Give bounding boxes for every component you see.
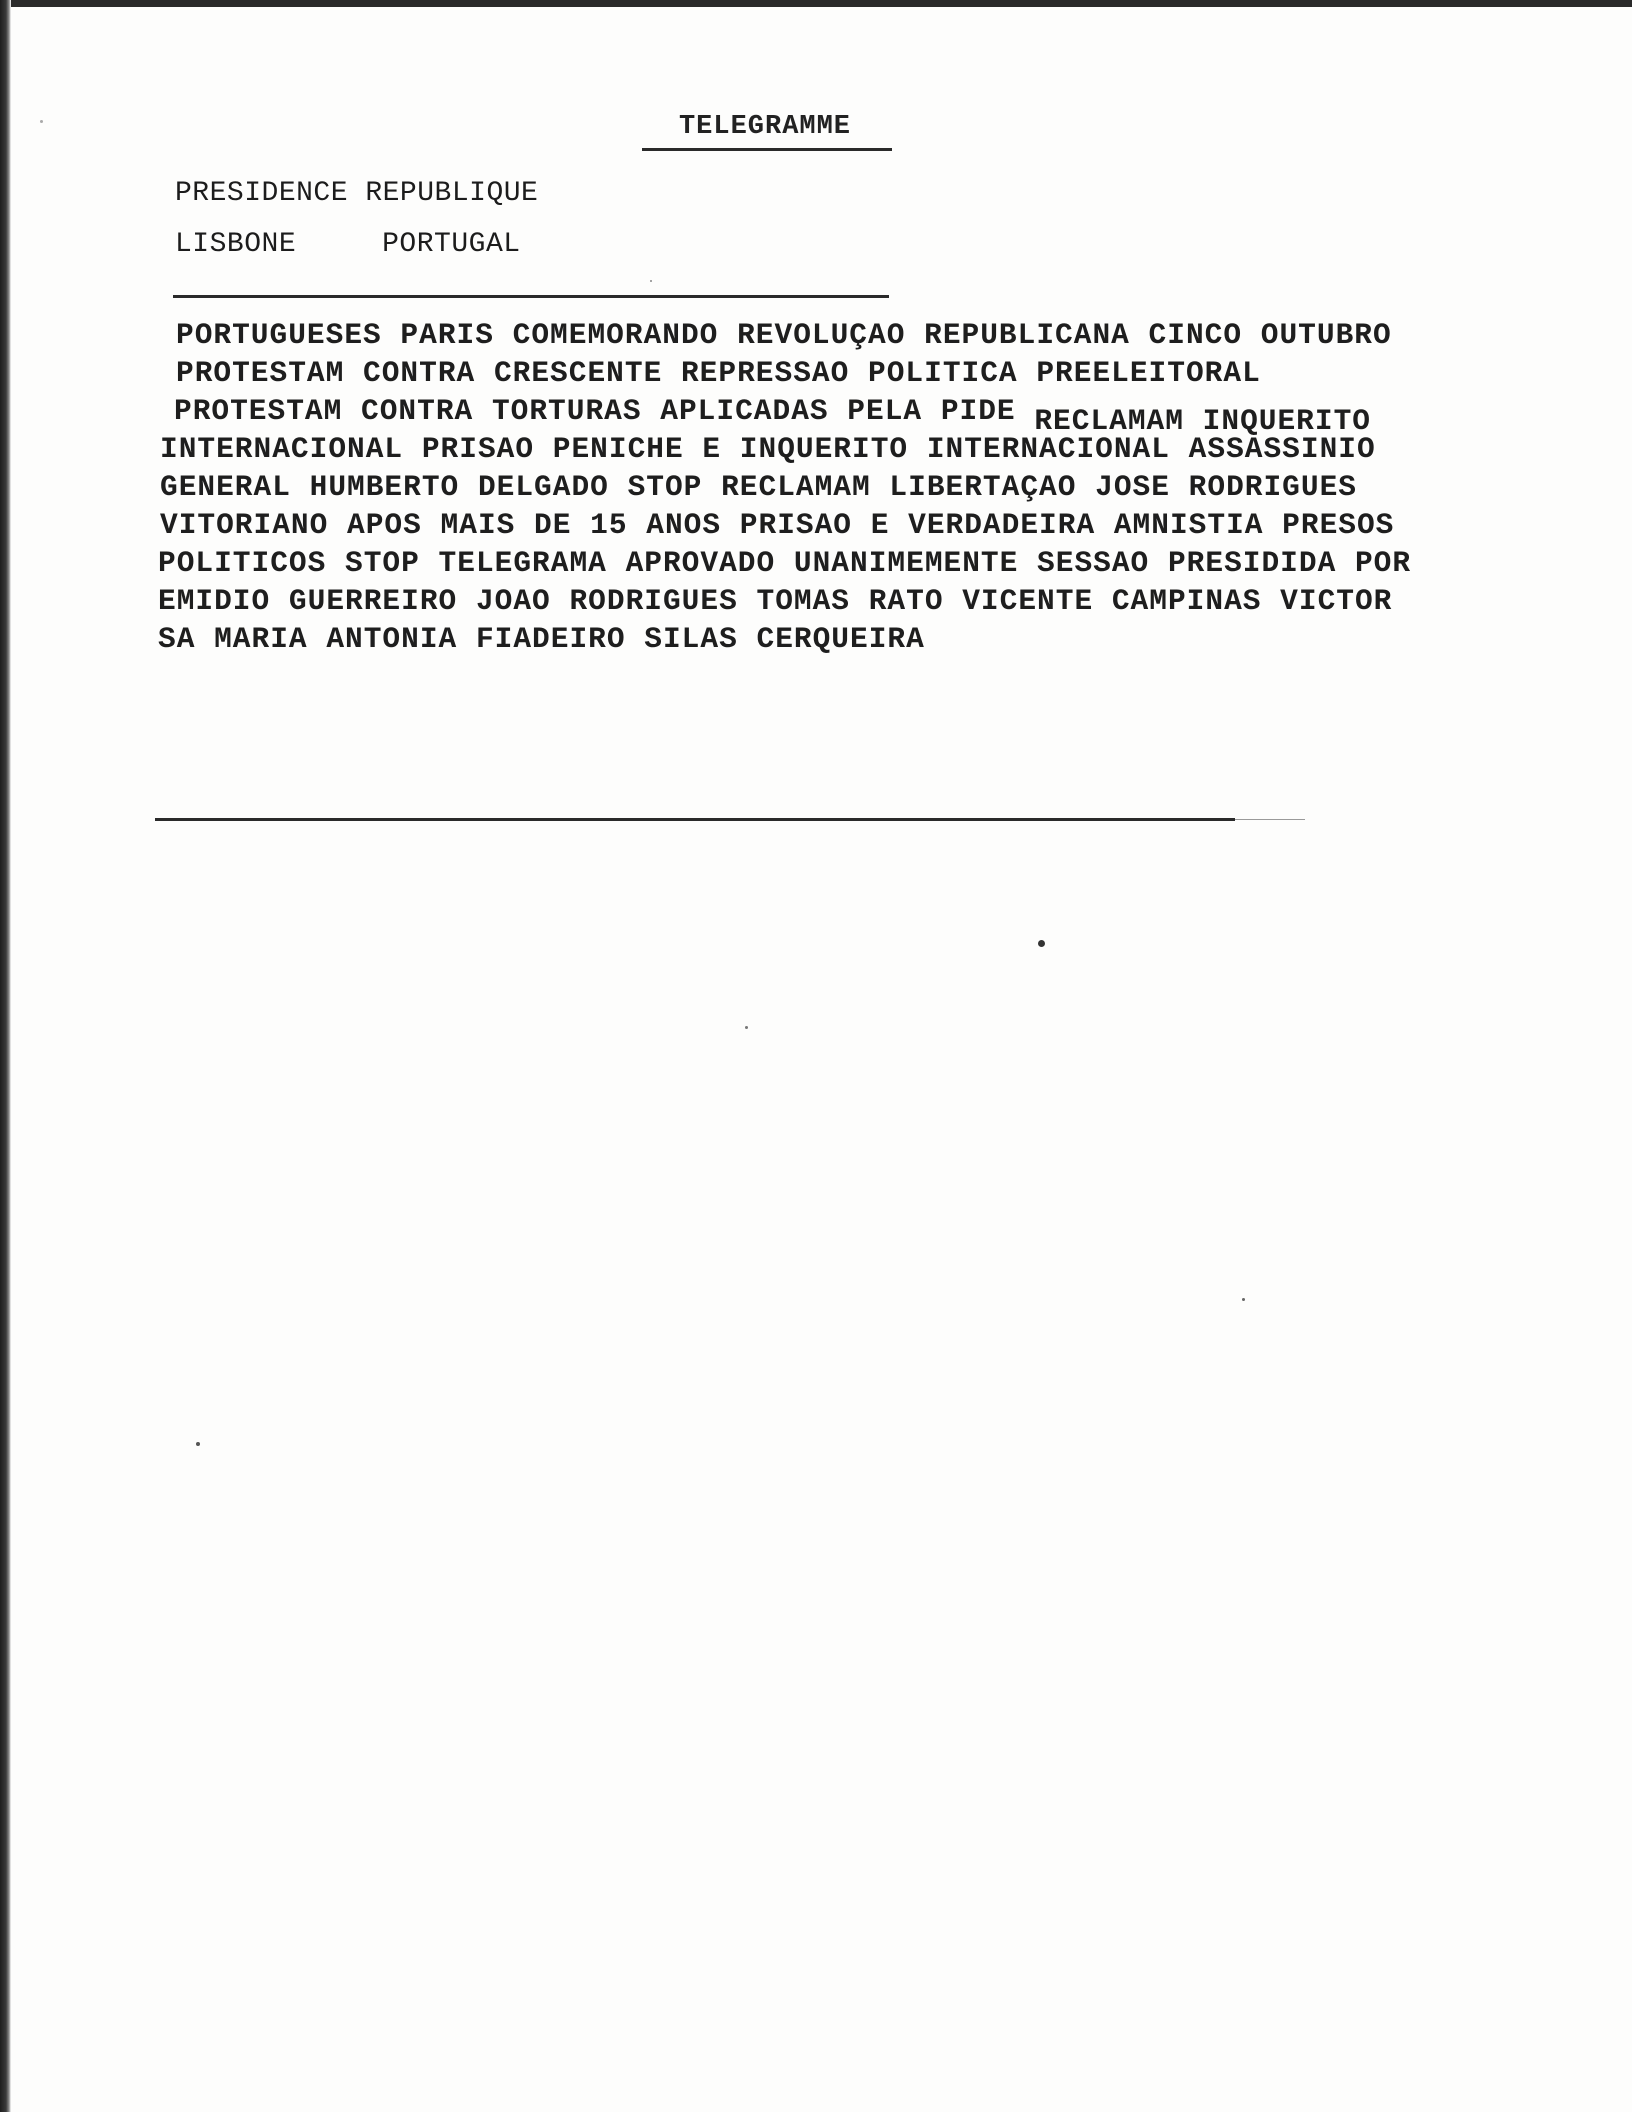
body-line-9: SA MARIA ANTONIA FIADEIRO SILAS CERQUEIRA [158,622,925,656]
telegram-body [158,316,1558,658]
recipient-line-2 [175,229,521,260]
address-divider [173,295,889,298]
body-line-7: POLITICOS STOP TELEGRAMA APROVADO UNANIMEMENTE SESSAO PRESIDIDA POR [158,546,1412,580]
ink-speck [196,1442,200,1446]
body-line-3 [174,392,1558,438]
body-line-5: GENERAL HUMBERTO DELGADO STOP RECLAMAM LIBERTAÇAO JOSE RODRIGUES [160,470,1357,504]
closing-divider [155,818,1235,821]
scan-border-left [0,0,11,2112]
body-line-3-main: PROTESTAM CONTRA TORTURAS APLICADAS PELA PIDE [174,394,1016,428]
scan-border-top [0,0,1632,7]
ink-speck [650,280,652,282]
body-line-4: INTERNACIONAL PRISAO PENICHE E INQUERITO INTERNACIONAL ASSASSINIO [160,432,1376,466]
body-line-3-lowered: RECLAMAM INQUERITO [1034,404,1371,438]
body-line-6: VITORIANO APOS MAIS DE 15 ANOS PRISAO E VERDADEIRA AMNISTIA PRESOS [160,508,1395,542]
recipient-city: LISBONE [175,229,297,260]
ink-speck [1038,940,1045,947]
title-underline [642,148,892,151]
closing-divider-tail [1235,819,1305,820]
recipient-line-1: PRESIDENCE REPUBLIQUE [175,178,539,209]
ink-speck [1242,1298,1245,1301]
body-line-8: EMIDIO GUERREIRO JOAO RODRIGUES TOMAS RATO VICENTE CAMPINAS VICTOR [158,584,1393,618]
document-title: TELEGRAMME [678,112,852,142]
ink-speck [40,120,43,123]
ink-speck [745,1026,748,1029]
recipient-country: PORTUGAL [382,229,521,260]
body-line-2: PROTESTAM CONTRA CRESCENTE REPRESSAO POLITICA PREELEITORAL [176,356,1261,390]
body-line-1: PORTUGUESES PARIS COMEMORANDO REVOLUÇAO REPUBLICANA CINCO OUTUBRO [176,318,1392,352]
